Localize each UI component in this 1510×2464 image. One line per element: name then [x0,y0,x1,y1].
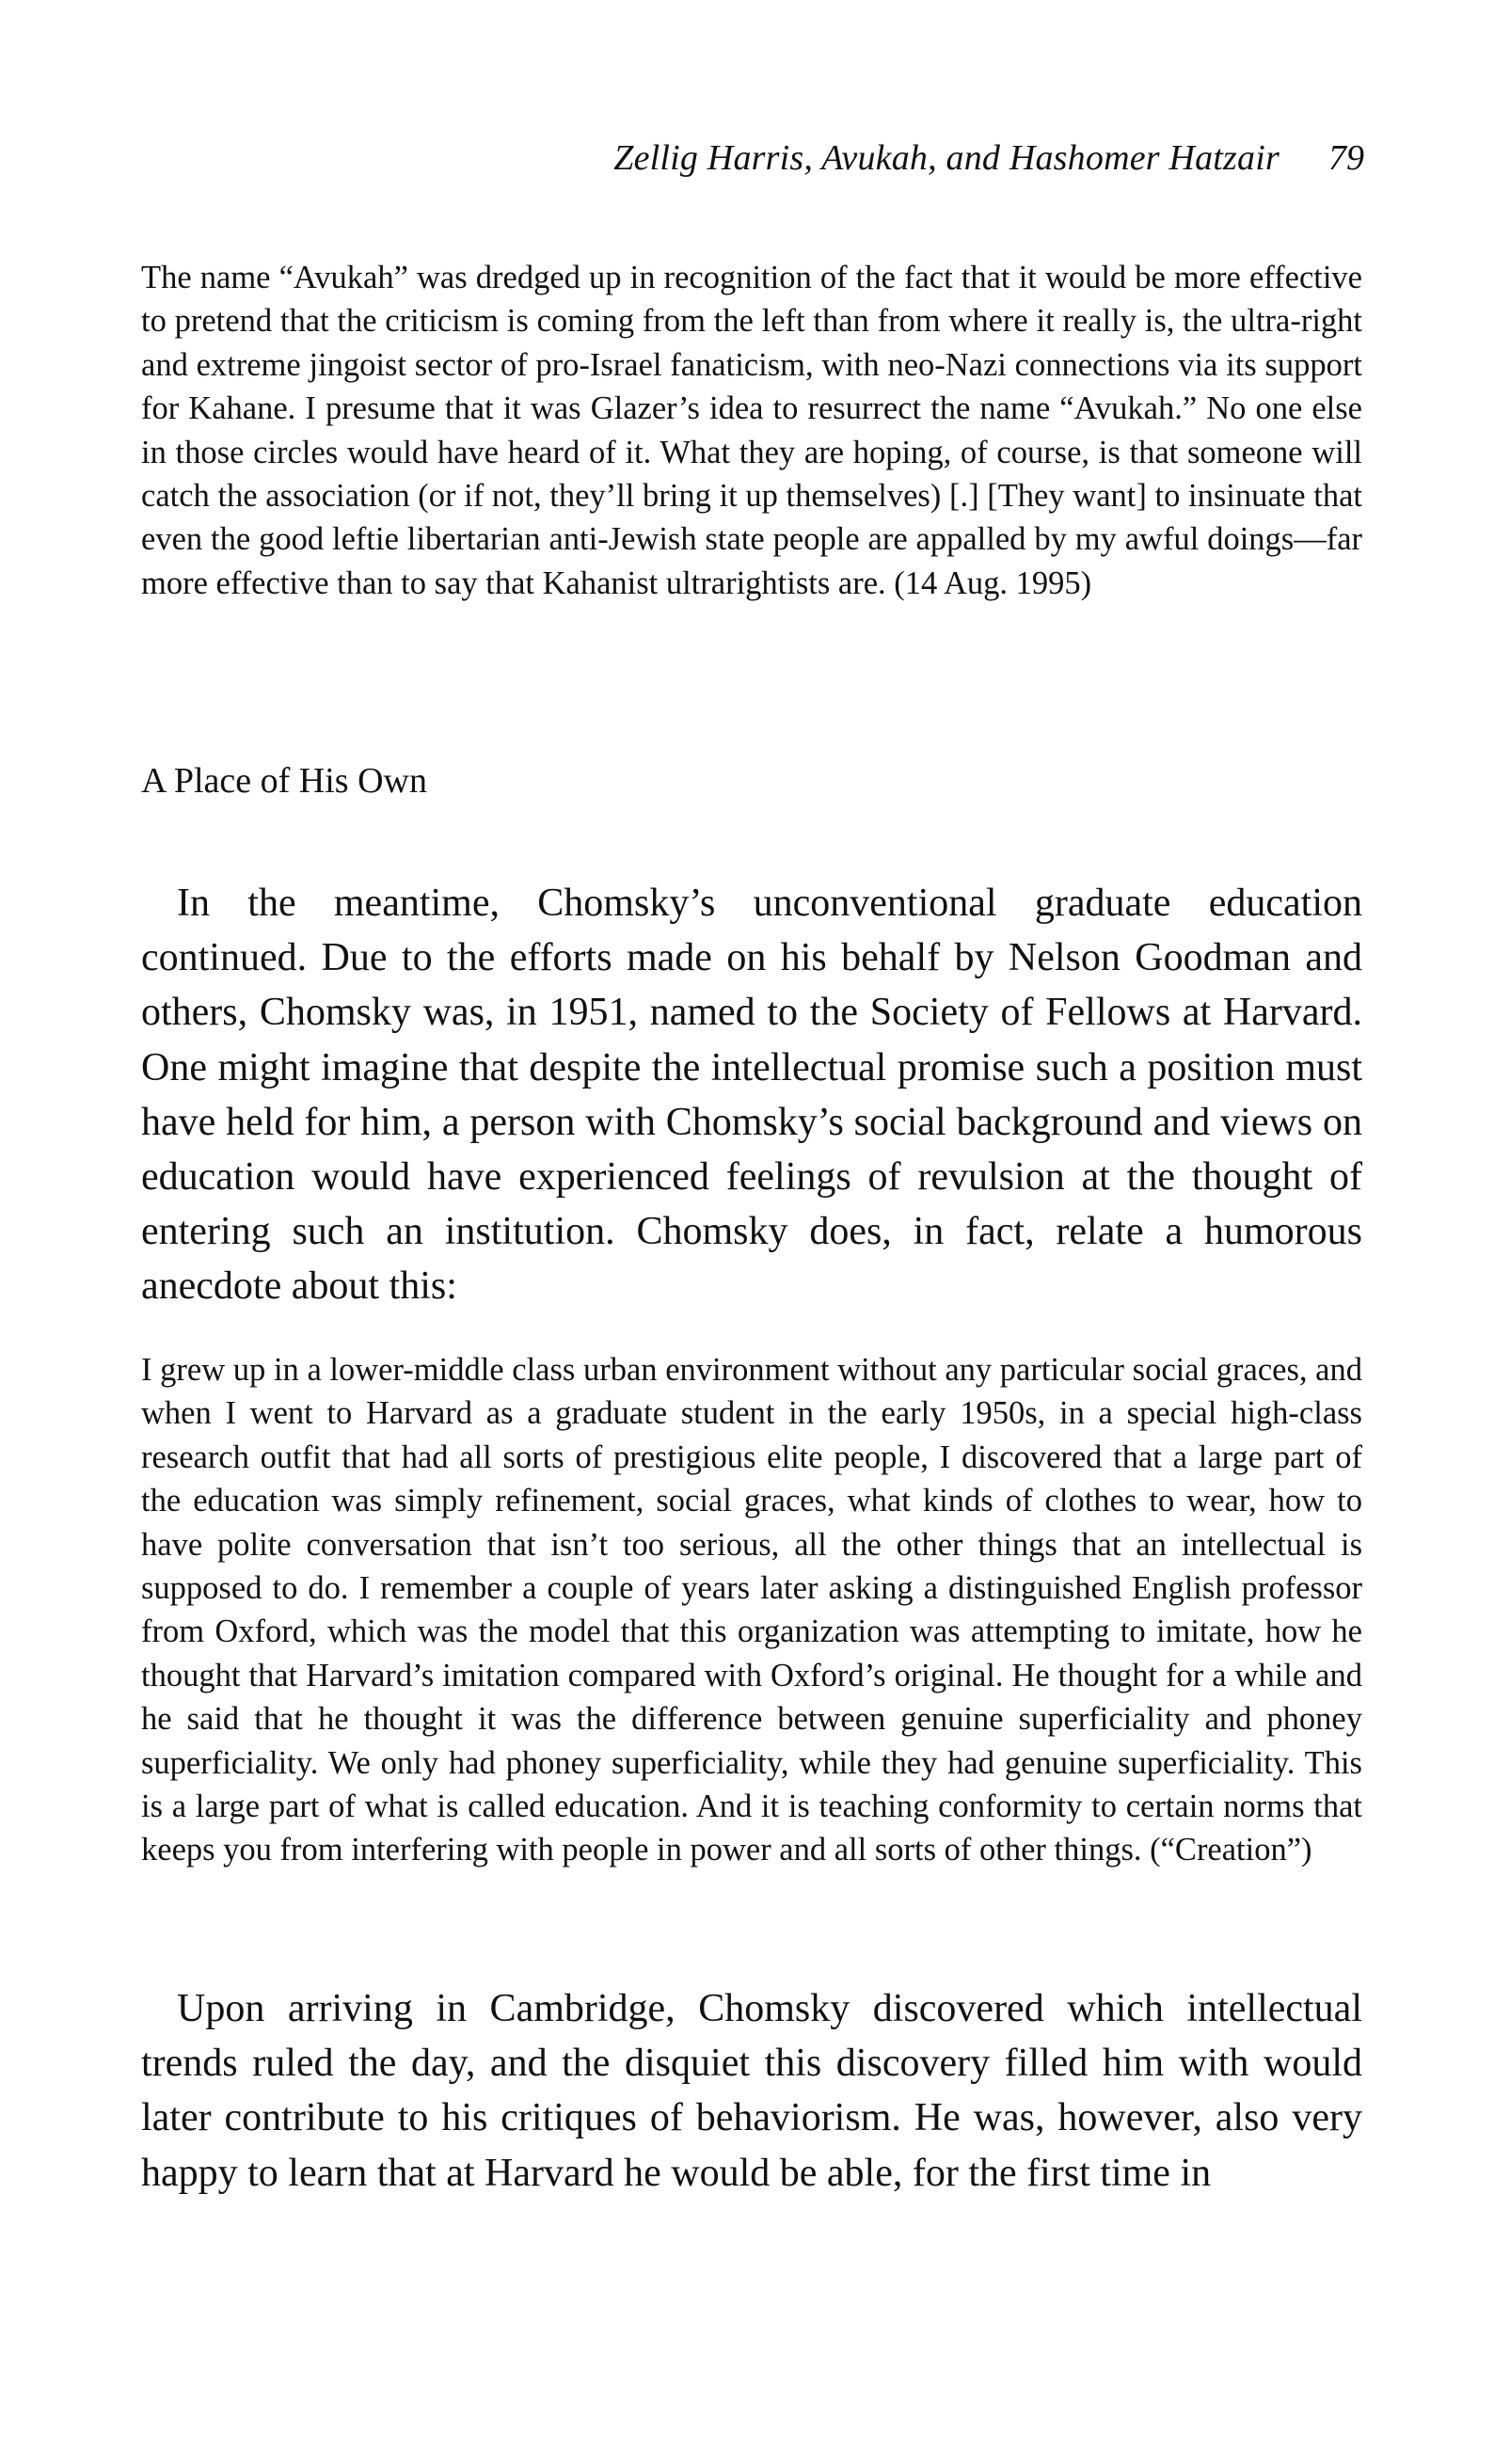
running-header [141,137,1364,183]
body-paragraph-graduate-education: In the meantime, Chomsky’s unconventional graduate education continued. Due to the efforts made on his behalf by Nelson Goodman and others, Chomsky was, in 1951, named to the Society of Fellows at Harvard. One might imagine that despite the intellectual promise such a position must have held for him, a person with Chomsky’s social background and views on education would have experienced feelings of revulsion at the thought of entering such an institution. Chomsky does, in fact, relate a humorous anecdote about this: [141,882,1362,1309]
body-paragraph-cambridge: Upon arriving in Cambridge, Chomsky discovered which intellectual trends ruled the day, and the disquiet this discovery filled him with would later contribute to his critiques of behaviorism. He was, however, also very happy to learn that at Harvard he would be able, for the first time in [141,1987,1362,2195]
running-title: Zellig Harris, Avukah, and Hashomer Hatzair [613,138,1280,178]
block-quote-harvard-anecdote: I grew up in a lower-middle class urban environment without any particular social graces, and when I went to Harvard as a graduate student in the early 1950s, in a special high-class research outfit that had all sorts of prestigious elite people, I discovered that a large part of the education was simply refinement, social graces, what kinds of clothes to wear, how to have polite conversation that isn’t too serious, all the other things that an intellectual is supposed to do. I remember a couple of years later asking a distinguished English professor from Oxford, which was the model that this organization was attempting to imitate, how he thought that Harvard’s imitation compared with Oxford’s original. He thought for a while and he said that he thought it was the difference between genuine superficiality and phoney superficiality. We only had phoney superficiality, while they had genuine superficiality. This is a large part of what is called education. And it is teaching conformity to certain norms that keeps you from interfering with people in power and all sorts of other things. (“Creation”) [141,1352,1362,1868]
section-heading: A Place of His Own [141,761,427,801]
block-quote-avukah: The name “Avukah” was dredged up in recognition of the fact that it would be more effective to pretend that the criticism is coming from the left than from where it really is, the ultra-right and extreme jingoist sector of pro-Israel fanaticism, with neo-Nazi connections via its support for Kahane. I presume that it was Glazer’s idea to resurrect the name “Avukah.” No one else in those circles would have heard of it. What they are hoping, of course, is that someone will catch the association (or if not, they’ll bring it up themselves) [.] [They want] to insinuate that even the good leftie libertarian anti-Jewish state people are appalled by my awful doings—far more effective than to say that Kahanist ultrarightists are. (14 Aug. 1995) [141,260,1362,601]
page-number: 79 [1328,138,1364,178]
book-page [141,0,1364,2464]
